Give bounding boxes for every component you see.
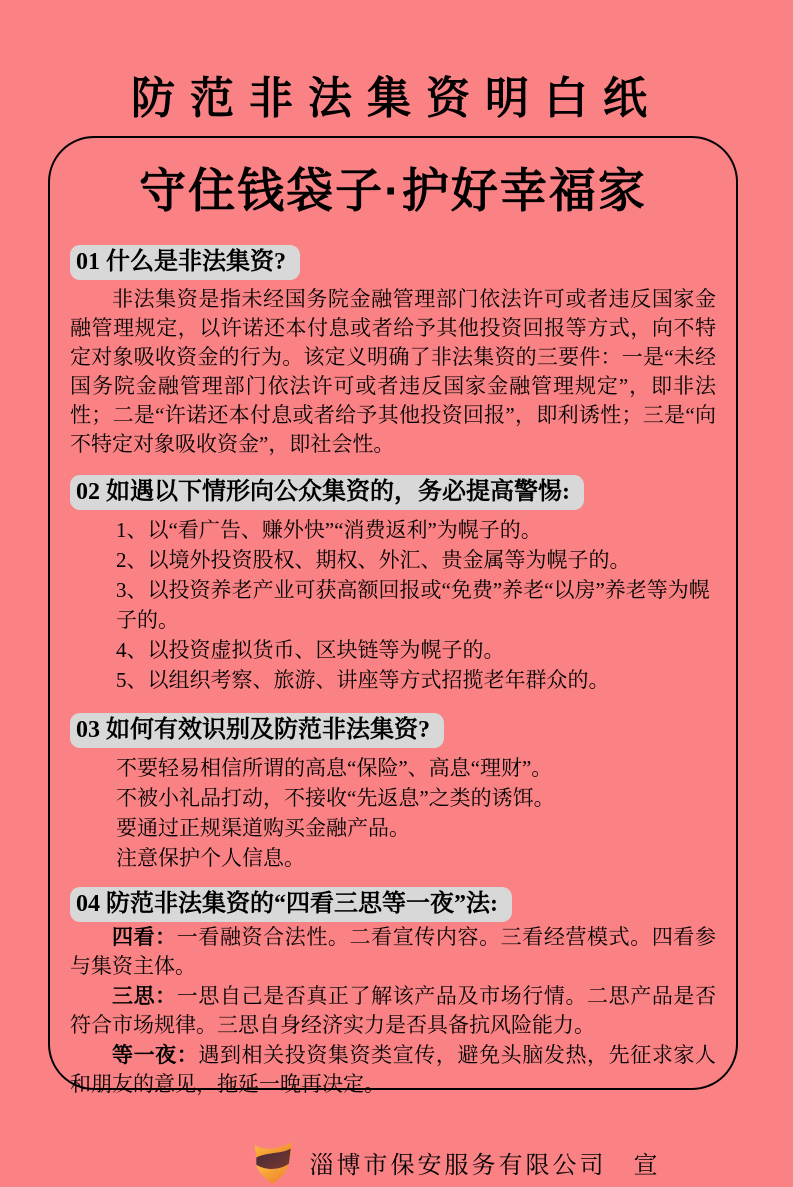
section-warning-situations (70, 475, 716, 695)
list-item: 5、以组织考察、旅游、讲座等方式招揽老年群众的。 (116, 668, 610, 692)
section-how-to-identify (70, 713, 716, 873)
list-item: 4、以投资虚拟货币、区块链等为幌子的。 (116, 638, 505, 662)
point-wait-one-night (70, 1041, 716, 1099)
footer (132, 1137, 778, 1187)
section-04-heading: 04 防范非法集资的“四看三思等一夜”法: (70, 887, 512, 922)
point-text: 一看融资合法性。二看宣传内容。三看经营模式。四看参与集资主体。 (70, 925, 717, 978)
section-01-paragraph: 非法集资是指未经国务院金融管理部门依法许可或者违反国家金融管理规定，以许诺还本付息或者给予其他投资回报等方式，向不特定对象吸收资金的行为。该定义明确了非法集资的三要件：一是“未经国务院金融管理部门依法许可或者违反国家金融管理规定”，即非法性；二是“许诺还本付息或者给予其他投资回报”，即利诱性；三是“向不特定对象吸收资金”，即社会性。 (70, 287, 716, 456)
point-lead: 等一夜： (112, 1044, 199, 1067)
point-text: 遇到相关投资集资类宣传，避免头脑发热，先征求家人和朋友的意见，拖延一晚再决定。 (70, 1043, 717, 1096)
section-02-list (70, 515, 716, 695)
banner-slogan: 守住钱袋子·护好幸福家 (139, 164, 647, 217)
page-title: 防范非法集资明白纸 (131, 74, 662, 123)
point-text: 一思自己是否真正了解该产品及市场行情。二思产品是否符合市场规律。三思自身经济实力是否具备抗风险能力。 (70, 984, 717, 1037)
list-item: 要通过正规渠道购买金融产品。 (116, 816, 410, 840)
section-02-heading: 02 如遇以下情形向公众集资的，务必提高警惕: (70, 475, 584, 510)
point-four-looks (70, 923, 716, 981)
list-item: 不要轻易相信所谓的高息“保险”、高息“理财”。 (116, 756, 553, 780)
point-three-thinks (70, 982, 716, 1040)
section-what-is-illegal-fundraising (70, 245, 716, 459)
point-lead: 四看： (112, 926, 177, 949)
list-item: 2、以境外投资股权、期权、外汇、贵金属等为幌子的。 (116, 548, 631, 572)
list-item: 3、以投资养老产业可获高额回报或“免费”养老“以房”养老等为幌子的。 (116, 578, 710, 632)
section-four-look-method (70, 887, 716, 1099)
list-item: 不被小礼品打动，不接收“先返息”之类的诱饵。 (116, 786, 555, 810)
company-name: 淄博市保安服务有限公司 宣 (309, 1152, 661, 1179)
section-01-heading: 01 什么是非法集资? (70, 245, 300, 280)
list-item: 注意保护个人信息。 (116, 846, 305, 870)
section-03-list (70, 753, 716, 873)
shield-logo-icon (250, 1137, 297, 1187)
content-box (48, 136, 738, 1179)
list-item: 1、以“看广告、赚外快”“消费返利”为幌子的。 (116, 518, 542, 542)
point-lead: 三思： (112, 985, 177, 1008)
section-03-heading: 03 如何有效识别及防范非法集资? (70, 713, 444, 748)
